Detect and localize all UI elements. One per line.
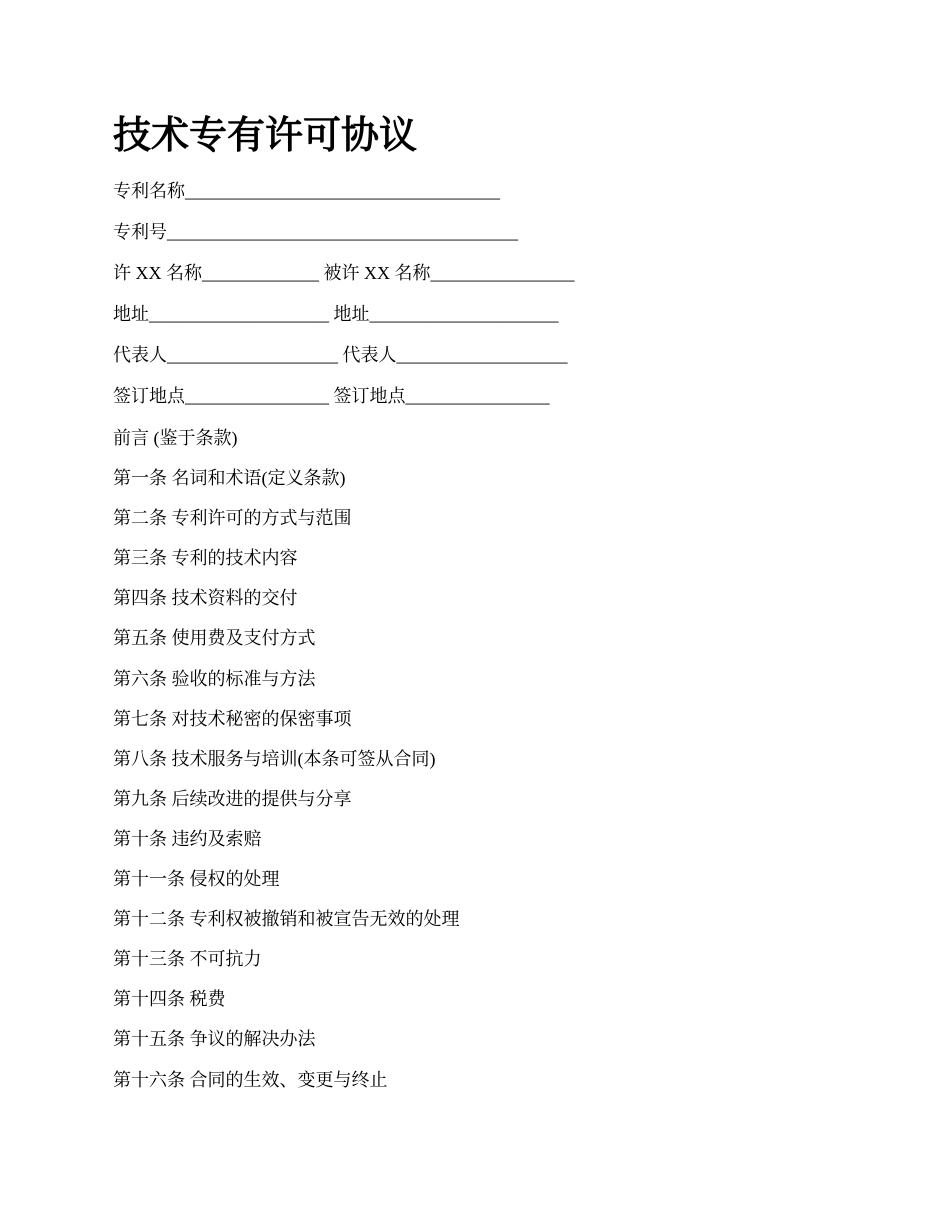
clause-10: 第十条 违约及索赔 (113, 828, 262, 849)
clause-preamble: 前言 (鉴于条款) (113, 428, 238, 448)
representative-line (113, 335, 873, 376)
clause-15: 第十五条 争议的解决办法 (113, 1029, 316, 1050)
clause-12: 第十二条 专利权被撤销和被宣告无效的处理 (113, 909, 460, 930)
clause-7: 第七条 对技术秘密的保密事项 (113, 708, 352, 729)
clause-8: 第八条 技术服务与培训(本条可签从合同) (113, 748, 436, 769)
licensor-signing-place-field: 签订地点________________ (113, 386, 329, 406)
clause-2: 第二条 专利许可的方式与范围 (113, 508, 352, 529)
clause-4: 第四条 技术资料的交付 (113, 588, 298, 609)
patent-number-field: 专利号_______________________________________ (113, 222, 518, 242)
patent-name-line (113, 171, 873, 212)
clause-16: 第十六条 合同的生效、变更与终止 (113, 1069, 388, 1090)
licensee-address-field: 地址_____________________ (333, 304, 559, 324)
licensor-address-field: 地址____________________ (113, 304, 329, 324)
clause-14: 第十四条 税费 (113, 989, 226, 1010)
licensor-representative-field: 代表人___________________ (113, 345, 338, 365)
patent-number-line (113, 212, 873, 253)
clause-list (113, 418, 873, 1100)
clause-13: 第十三条 不可抗力 (113, 949, 262, 970)
licensee-representative-field: 代表人___________________ (342, 345, 568, 365)
licensee-name-field: 被许 XX 名称________________ (323, 263, 575, 283)
signing-place-line (113, 376, 873, 417)
licensor-name-field: 许 XX 名称_____________ (113, 263, 319, 283)
clause-1: 第一条 名词和术语(定义条款) (113, 468, 346, 489)
clause-5: 第五条 使用费及支付方式 (113, 628, 316, 649)
clause-9: 第九条 后续改进的提供与分享 (113, 788, 352, 809)
clause-11: 第十一条 侵权的处理 (113, 869, 280, 890)
document-title: 技术专有许可协议 (113, 115, 418, 157)
clause-3: 第三条 专利的技术内容 (113, 548, 298, 569)
party-name-line (113, 253, 873, 294)
clause-6: 第六条 验收的标准与方法 (113, 668, 316, 689)
patent-name-field: 专利名称___________________________________ (113, 181, 500, 201)
address-line (113, 294, 873, 335)
contract-fields (113, 171, 873, 417)
licensee-signing-place-field: 签订地点________________ (333, 386, 550, 406)
